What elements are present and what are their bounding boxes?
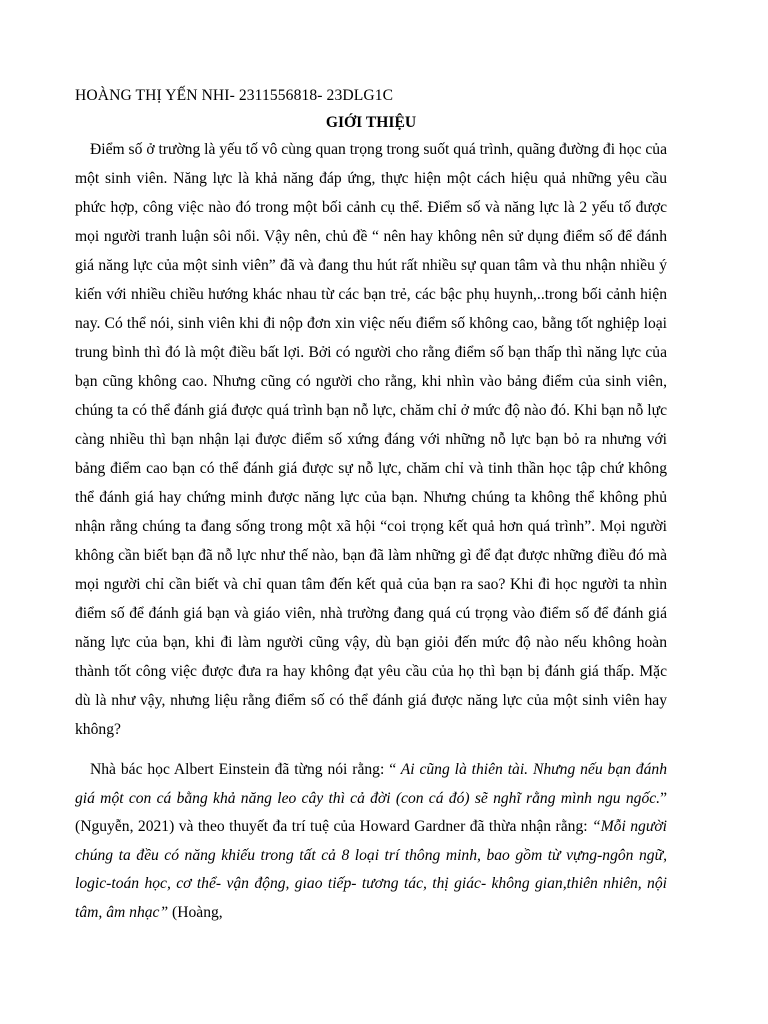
author-line: HOÀNG THỊ YẾN NHI- 2311556818- 23DLG1C bbox=[75, 87, 394, 104]
gardner-quote: “Mỗi người chúng ta đều có năng khiếu trong tất cả 8 loại trí thông minh, bao gồm từ vựng-ngôn ngữ, logic-toán học, cơ thể- vận động, giao tiếp- tương tác, thị giác- không gian,thiên nhiên, nội tâm, âm nhạc” bbox=[75, 818, 667, 921]
paragraph-2-citation-1: ” (Nguyễn, 2021) và theo thuyết đa trí tuệ của Howard Gardner đã thừa nhận rằng: bbox=[75, 789, 667, 835]
paragraph-1: Điểm số ở trường là yếu tố vô cùng quan trọng trong suốt quá trình, quãng đường đi học của một sinh viên. Năng lực là khả năng đáp ứng, thực hiện một cách hiệu quả những yêu cầu phức hợp, công việc nào đó trong một bối cảnh cụ thể. Điểm số và năng lực là 2 yếu tố được mọi người tranh luận sôi nổi. Vậy nên, chủ đề “ nên hay không nên sử dụng điểm số để đánh giá năng lực của một sinh viên” đã và đang thu hút rất nhiều sự quan tâm và thu nhận nhiều ý kiến với nhiều chiều hướng khác nhau từ các bạn trẻ, các bậc phụ huynh,..trong bối cảnh hiện nay. Có thể nói, sinh viên khi đi nộp đơn xin việc nếu điểm số không cao, bằng tốt nghiệp loại trung bình thì đó là một điều bất lợi. Bởi có người cho rằng điểm số bạn thấp thì năng lực của bạn cũng không cao. Nhưng cũng có người cho rằng, khi nhìn vào bảng điểm của sinh viên, chúng ta có thể đánh giá được quá trình bạn nỗ lực, chăm chỉ ở mức độ nào đó. Khi bạn nỗ lực càng nhiều thì bạn nhận lại được điểm số xứng đáng với những nỗ lực bạn bỏ ra nhưng với bảng điểm cao bạn có thể đánh giá được sự nỗ lực, chăm chỉ và tinh thần học tập chứ không thể đánh giá hay chứng minh được năng lực của bạn. Nhưng chúng ta không thể không phủ nhận rằng chúng ta đang sống trong một xã hội “coi trọng kết quả hơn quá trình”. Mọi người không cần biết bạn đã nỗ lực như thế nào, bạn đã làm những gì để đạt được những điều đó mà mọi người chỉ cần biết và chỉ quan tâm đến kết quả của bạn ra sao? Khi đi học người ta nhìn điểm số để đánh giá bạn và giáo viên, nhà trường đang quá cú trọng vào điểm số để đánh giá năng lực của bạn, khi đi làm người cũng vậy, dù bạn giỏi đến mức độ nào nếu không hoàn thành tốt công việc được đưa ra hay không đạt yêu cầu của họ thì bạn bị đánh giá thấp. Mặc dù là như vậy, nhưng liệu rằng điểm số có thể đánh giá được năng lực của một sinh viên hay không? bbox=[75, 141, 667, 738]
paragraph-2-citation-2: (Hoàng, bbox=[168, 903, 223, 921]
paragraph-2-intro: Nhà bác học Albert Einstein đã từng nói rằng: “ bbox=[90, 761, 397, 778]
paragraph-2 bbox=[75, 756, 667, 927]
page-content bbox=[75, 84, 667, 927]
einstein-quote: Ai cũng là thiên tài. Nhưng nếu bạn đánh giá một con cá bằng khả năng leo cây thì cả đời (con cá đó) sẽ nghĩ rằng mình ngu ngốc. bbox=[75, 761, 667, 807]
section-heading: GIỚI THIỆU bbox=[325, 114, 417, 131]
